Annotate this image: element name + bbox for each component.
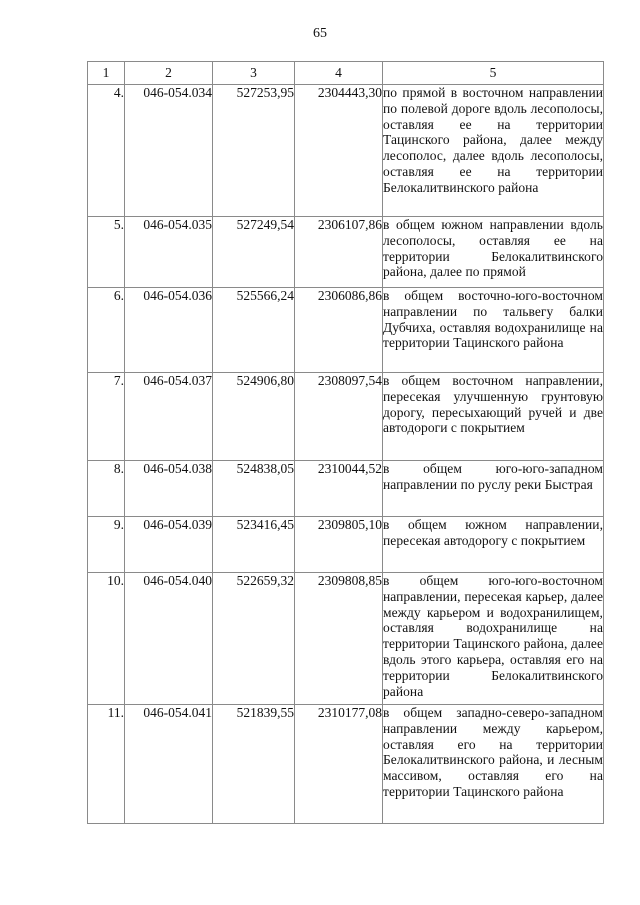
row-number: 9. — [88, 517, 125, 573]
table-row — [88, 705, 604, 824]
boundary-description: в общем западно-северо-западном направлении между карьером, оставляя его на территории Белокалитвинского района, и лесным массивом, оставляя его на территории Тацинского района — [383, 705, 604, 824]
coordinate-x: 521839,55 — [213, 705, 295, 824]
coordinate-x: 524906,80 — [213, 373, 295, 461]
coordinate-x: 523416,45 — [213, 517, 295, 573]
column-header-2: 2 — [125, 62, 213, 85]
coordinate-x: 522659,32 — [213, 573, 295, 705]
row-number: 5. — [88, 217, 125, 288]
table-row — [88, 217, 604, 288]
table-row — [88, 461, 604, 517]
column-header-3: 3 — [213, 62, 295, 85]
row-number: 11. — [88, 705, 125, 824]
table-row — [88, 373, 604, 461]
coordinate-y: 2310044,52 — [295, 461, 383, 517]
coordinate-x: 527253,95 — [213, 85, 295, 217]
boundary-description: по прямой в восточном направлении по полевой дороге вдоль лесополосы, оставляя ее на территории Тацинского района, далее между лесополос, далее вдоль лесополосы, оставляя ее на территории Белокалитвинского района — [383, 85, 604, 217]
table-row — [88, 573, 604, 705]
point-id: 046-054.037 — [125, 373, 213, 461]
boundary-description: в общем южном направлении, пересекая автодорогу с покрытием — [383, 517, 604, 573]
coordinate-y: 2309808,85 — [295, 573, 383, 705]
column-header-1: 1 — [88, 62, 125, 85]
point-id: 046-054.041 — [125, 705, 213, 824]
coordinate-y: 2306107,86 — [295, 217, 383, 288]
coordinate-y: 2309805,10 — [295, 517, 383, 573]
point-id: 046-054.038 — [125, 461, 213, 517]
boundary-description: в общем юго-юго-восточном направлении, пересекая карьер, далее между карьером и водохранилищем, оставляя водохранилище на территории Тацинского района, далее вдоль этого карьера, оставляя его на территории Белокалитвинского района — [383, 573, 604, 705]
row-number: 6. — [88, 288, 125, 373]
point-id: 046-054.036 — [125, 288, 213, 373]
coordinate-x: 525566,24 — [213, 288, 295, 373]
row-number: 10. — [88, 573, 125, 705]
coordinate-y: 2310177,08 — [295, 705, 383, 824]
point-id: 046-054.040 — [125, 573, 213, 705]
coordinate-x: 527249,54 — [213, 217, 295, 288]
table-row — [88, 517, 604, 573]
boundary-description: в общем юго-юго-западном направлении по руслу реки Быстрая — [383, 461, 604, 517]
point-id: 046-054.035 — [125, 217, 213, 288]
row-number: 7. — [88, 373, 125, 461]
coordinate-x: 524838,05 — [213, 461, 295, 517]
table-row — [88, 85, 604, 217]
table-row — [88, 288, 604, 373]
coordinate-y: 2308097,54 — [295, 373, 383, 461]
boundary-description: в общем восточном направлении, пересекая улучшенную грунтовую дорогу, пересыхающий ручей и две автодороги с покрытием — [383, 373, 604, 461]
boundary-points-table — [87, 61, 604, 824]
table-header-row — [88, 62, 604, 85]
column-header-4: 4 — [295, 62, 383, 85]
row-number: 8. — [88, 461, 125, 517]
coordinate-y: 2304443,30 — [295, 85, 383, 217]
boundary-description: в общем восточно-юго-восточном направлении по тальвегу балки Дубчиха, оставляя водохранилище на территории Тацинского района — [383, 288, 604, 373]
point-id: 046-054.034 — [125, 85, 213, 217]
boundary-description: в общем южном направлении вдоль лесополосы, оставляя ее на территории Белокалитвинского района, далее по прямой — [383, 217, 604, 288]
point-id: 046-054.039 — [125, 517, 213, 573]
page-number: 65 — [313, 26, 327, 41]
row-number: 4. — [88, 85, 125, 217]
column-header-5: 5 — [383, 62, 604, 85]
coordinate-y: 2306086,86 — [295, 288, 383, 373]
